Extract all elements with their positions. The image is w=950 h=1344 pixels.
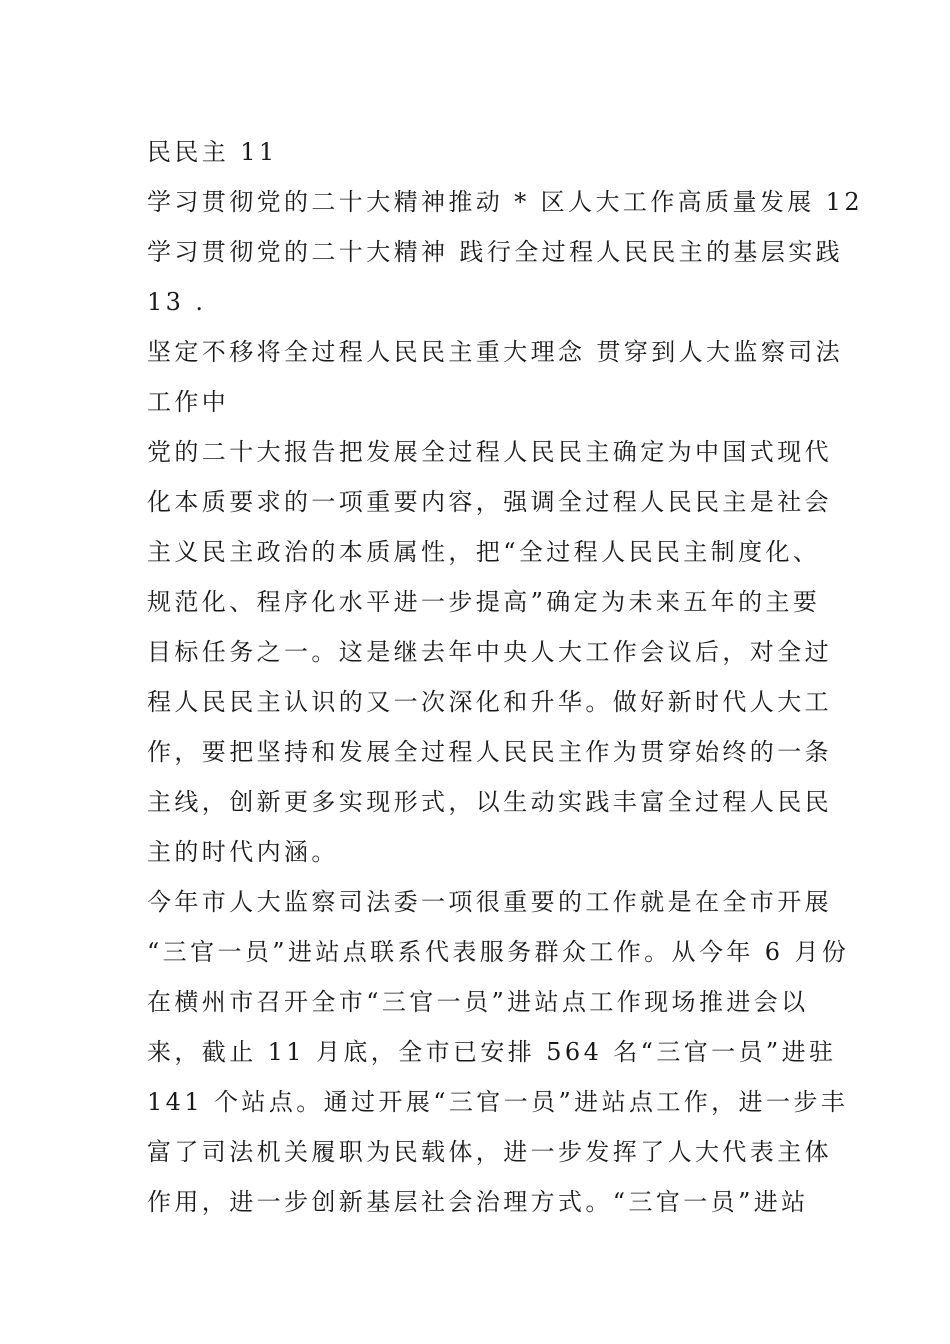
- paragraph-2-line: 作用，进一步创新基层社会治理方式。“三官一员”进站: [147, 1188, 809, 1216]
- paragraph-1-line: 作，要把坚持和发展全过程人民民主作为贯穿始终的一条: [147, 738, 832, 766]
- paragraph-2-line: 富了司法机关履职为民载体，进一步发挥了人大代表主体: [147, 1138, 832, 1166]
- toc-entry-1: 民民主 11: [147, 138, 278, 166]
- paragraph-1-line: 主线，创新更多实现形式，以生动实践丰富全过程人民民: [147, 788, 832, 816]
- paragraph-1-line: 目标任务之一。这是继去年中央人大工作会议后，对全过: [147, 638, 832, 666]
- paragraph-1-line: 规范化、程序化水平进一步提高”确定为未来五年的主要: [147, 588, 821, 616]
- paragraph-1-line: 主义民主政治的本质属性，把“全过程人民民主制度化、: [147, 538, 821, 566]
- paragraph-1-line: 化本质要求的一项重要内容，强调全过程人民民主是社会: [147, 488, 832, 516]
- article-title-line-2: 工作中: [147, 388, 230, 416]
- paragraph-2-line: 今年市人大监察司法委一项很重要的工作就是在全市开展: [147, 888, 832, 916]
- paragraph-1-line: 党的二十大报告把发展全过程人民民主确定为中国式现代: [147, 438, 832, 466]
- paragraph-2-line: 来，截止 11 月底，全市已安排 564 名“三官一员”进驻: [147, 1038, 837, 1066]
- toc-entry-2: 学习贯彻党的二十大精神推动 * 区人大工作高质量发展 12: [147, 188, 864, 216]
- paragraph-2-line: 141 个站点。通过开展“三官一员”进站点工作，进一步丰: [147, 1088, 849, 1116]
- paragraph-1-line: 程人民民主认识的又一次深化和升华。做好新时代人大工: [147, 688, 832, 716]
- article-title-line-1: 坚定不移将全过程人民民主重大理念 贯穿到人大监察司法: [147, 338, 844, 366]
- document-body: [147, 127, 864, 1227]
- toc-entry-3: 学习贯彻党的二十大精神 践行全过程人民民主的基层实践: [147, 238, 844, 266]
- paragraph-1-line: 主的时代内涵。: [147, 838, 339, 866]
- toc-entry-3-page: 13 .: [147, 288, 207, 316]
- paragraph-2-line: 在横州市召开全市“三官一员”进站点工作现场推进会以: [147, 988, 809, 1016]
- paragraph-2-line: “三官一员”进站点联系代表服务群众工作。从今年 6 月份: [147, 938, 850, 966]
